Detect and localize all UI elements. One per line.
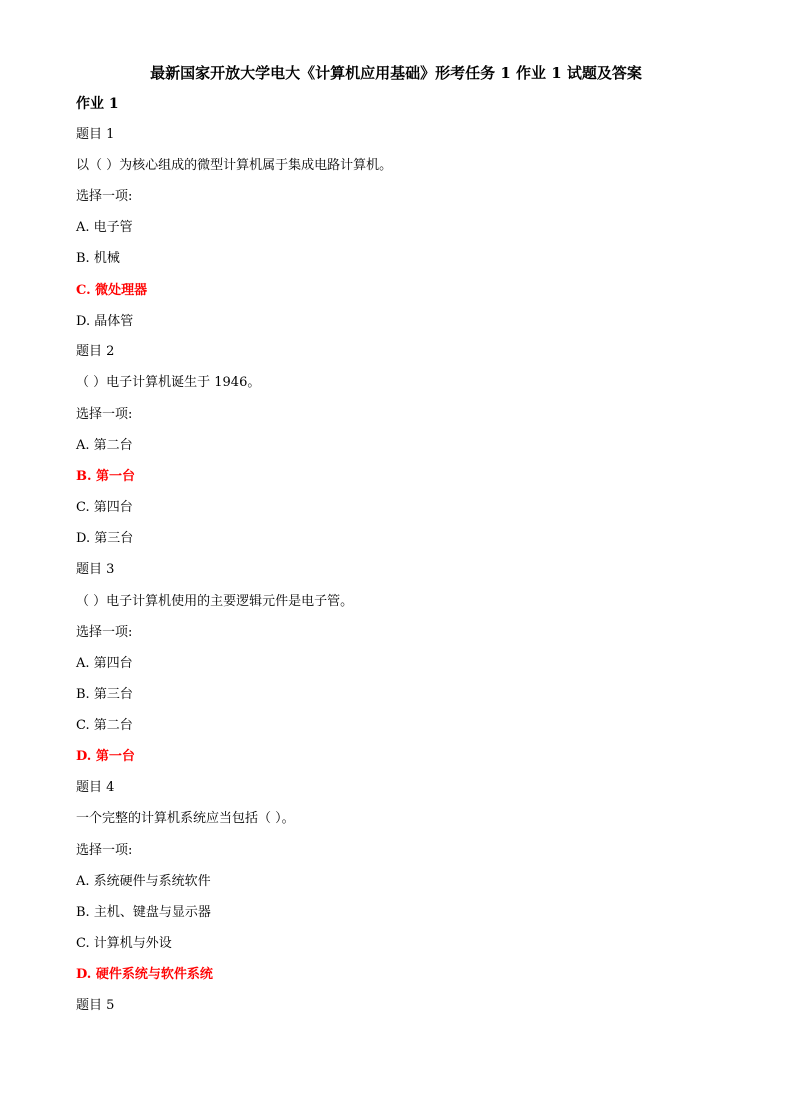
question-2-option-c: C. 第四台 [76, 500, 133, 515]
question-3-option-b: B. 第三台 [76, 687, 133, 702]
question-4-option-b: B. 主机、键盘与显示器 [76, 905, 211, 920]
question-4-option-d: D. 硬件系统与软件系统 [76, 967, 213, 982]
question-2-option-d: D. 第三台 [76, 531, 134, 546]
question-2-label: 题目 2 [76, 344, 115, 359]
question-4-label: 题目 4 [76, 780, 115, 795]
question-1-option-a: A. 电子管 [76, 220, 133, 235]
question-4-prompt: 选择一项: [76, 843, 133, 858]
question-3-stem: （ ）电子计算机使用的主要逻辑元件是电子管。 [76, 594, 354, 609]
document-title: 最新国家开放大学电大《计算机应用基础》形考任务 1 作业 1 试题及答案 [150, 64, 642, 82]
question-3-option-c: C. 第二台 [76, 718, 133, 733]
question-2-stem: （ ）电子计算机诞生于 1946。 [76, 375, 261, 390]
question-2-option-a: A. 第二台 [76, 438, 133, 453]
question-4-option-a: A. 系统硬件与系统软件 [76, 874, 211, 889]
question-1-option-c: C. 微处理器 [76, 283, 148, 298]
question-3-option-d: D. 第一台 [76, 749, 135, 764]
question-3-label: 题目 3 [76, 562, 115, 577]
question-1-label: 题目 1 [76, 127, 115, 142]
question-2-prompt: 选择一项: [76, 407, 133, 422]
question-5-label: 题目 5 [76, 998, 115, 1013]
question-1-option-b: B. 机械 [76, 251, 120, 266]
question-4-option-c: C. 计算机与外设 [76, 936, 172, 951]
question-4-stem: 一个完整的计算机系统应当包括（ ）。 [76, 811, 295, 826]
question-1-stem: 以（ ）为核心组成的微型计算机属于集成电路计算机。 [76, 158, 393, 173]
question-3-prompt: 选择一项: [76, 625, 133, 640]
question-1-prompt: 选择一项: [76, 189, 133, 204]
question-2-option-b: B. 第一台 [76, 469, 136, 484]
question-1-option-d: D. 晶体管 [76, 314, 134, 329]
question-3-option-a: A. 第四台 [76, 656, 133, 671]
section-heading: 作业 1 [76, 96, 119, 112]
